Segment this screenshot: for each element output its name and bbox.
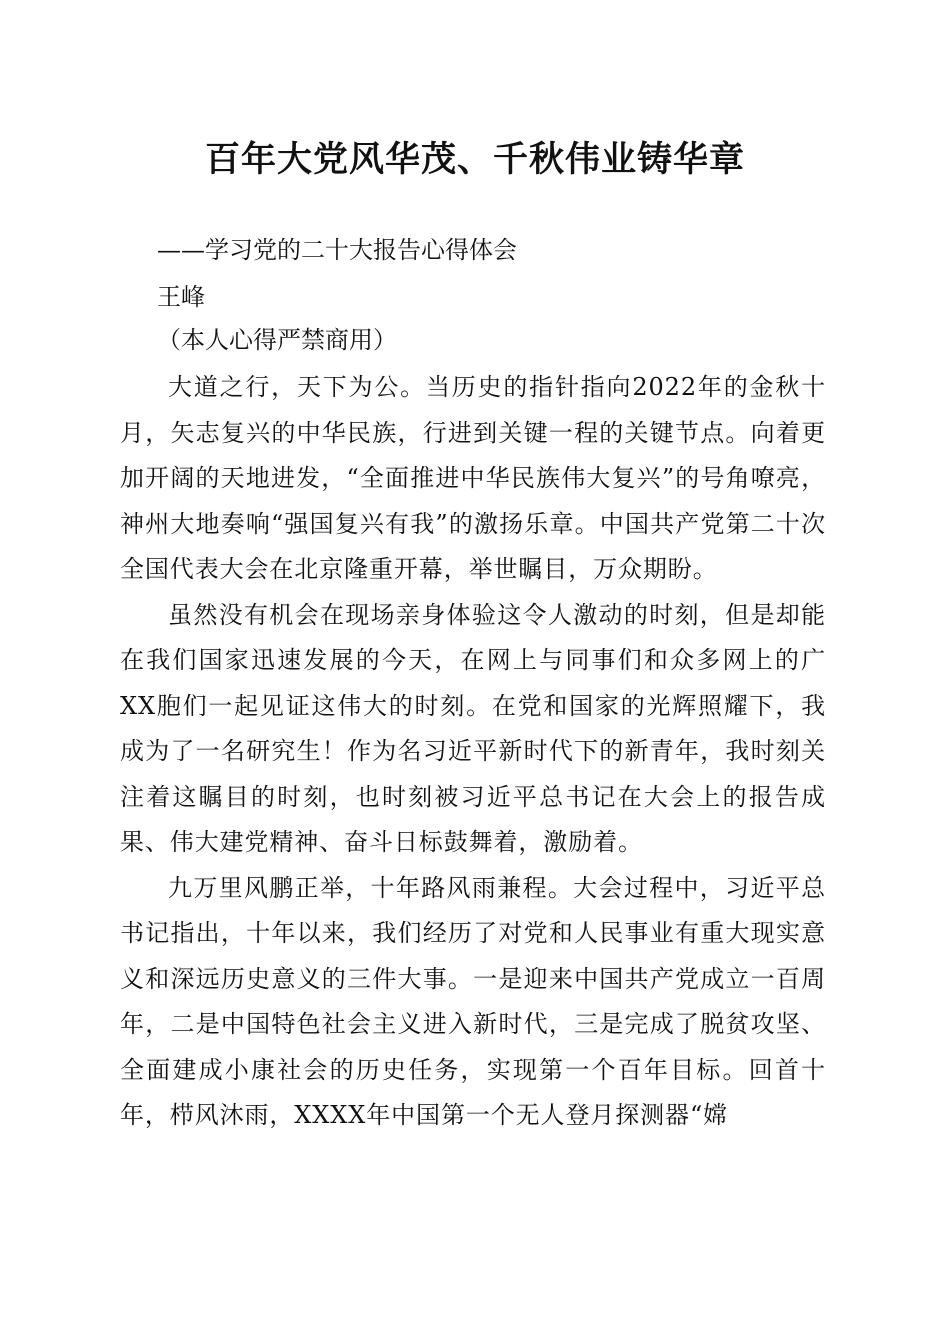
author-name: 王峰: [157, 283, 205, 311]
paragraph: 九万里风鹏正举，十年路风雨兼程。大会过程中，习近平总书记指出，十年以来，我们经历了对党和人民事业有重大现实意义和深远历史意义的三件大事。一是迎来中国共产党成立一百周年，二是中国特色社会主义进入新时代，三是完成了脱贫攻坚、全面建成小康社会的历史任务，实现第一个百年目标。回首十年，栉风沐雨，XXXX年中国第一个无人登月探测器“嫦: [120, 873, 826, 1129]
document-subtitle: ——学习党的二十大报告心得体会: [157, 236, 517, 264]
paragraph: 大道之行，天下为公。当历史的指针指向2022年的金秋十月，矢志复兴的中华民族，行进到关键一程的关键节点。向着更加开阔的天地进发，“全面推进中华民族伟大复兴”的号角嘹亮，神州大地奏响“强国复兴有我”的激扬乐章。中国共产党第二十次全国代表大会在北京隆重开幕，举世瞩目，万众期盼。: [120, 373, 826, 583]
paragraph: 虽然没有机会在现场亲身体验这令人激动的时刻，但是却能在我们国家迅速发展的今天，在网上与同事们和众多网上的广XX胞们一起见证这伟大的时刻。在党和国家的光辉照耀下，我成为了一名研究生！作为名习近平新时代下的新青年，我时刻关注着这瞩目的时刻，也时刻被习近平总书记在大会上的报告成果、伟大建党精神、奋斗日标鼓舞着，激励着。: [120, 600, 826, 856]
document-body: [120, 365, 826, 1139]
usage-note: （本人心得严禁商用）: [157, 326, 397, 354]
document-title: 百年大党风华茂、千秋伟业铸华章: [204, 139, 745, 180]
